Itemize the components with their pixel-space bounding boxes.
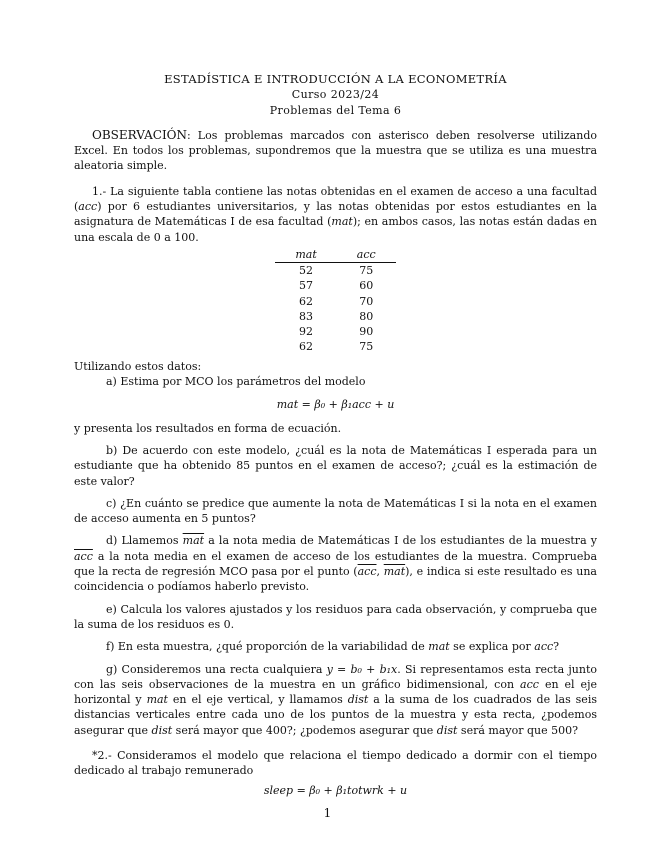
- problem-1-intro: 1.- La siguiente tabla contiene las notas obtenidas en el examen de acceso a una facultad (acc) por 6 estudiantes universitarios, y las notas obtenidas por estos estudiantes en la asignatura de Matemáticas I de esa facultad (mat); en ambos casos, las notas están dadas en una escala de 0 a 100.: [74, 184, 597, 244]
- table-row: 92 90: [299, 325, 374, 339]
- table-header-row: [275, 248, 395, 263]
- column-header-acc: acc: [337, 248, 396, 263]
- document-title: ESTADÍSTICA E INTRODUCCIÓN A LA ECONOMETRÍA: [164, 72, 507, 86]
- problem-2-intro: *2.- Consideramos el modelo que relaciona el tiempo dedicado a dormir con el tiempo dedicado al trabajo remunerado: [74, 748, 597, 778]
- page-number: 1: [323, 806, 332, 820]
- item-f: f) En esta muestra, ¿qué proporción de la variabilidad de mat se explica por acc?: [106, 640, 560, 654]
- document-page: [74, 68, 597, 806]
- item-g: g) Consideremos una recta cualquiera y = b₀ + b₁x. Si representamos esta recta junto con las seis observaciones de la muestra en un gráfico bidimensional, con acc en el eje horizontal y mat en el eje vertical, y llamamos dist a la suma de los cuadrados de las seis distancias verticales entre cada uno de los puntos de la muestra y esta recta, ¿podemos asegurar que dist será mayor que 400?; ¿podemos asegurar que dist será mayor que 500?: [74, 662, 597, 737]
- document-subtitle: Problemas del Tema 6: [269, 103, 402, 117]
- observation-label: OBSERVACIÓN: [92, 127, 188, 142]
- observation-text: : Los problemas marcados con asterisco deben resolverse utilizando Excel. En todos los problemas, supondremos que la muestra que se utiliza es una muestra aleatoria simple.: [74, 128, 597, 173]
- scores-table: [275, 248, 395, 355]
- item-a-after: y presenta los resultados en forma de ecuación.: [74, 421, 342, 435]
- using-data-line: Utilizando estos datos:: [74, 359, 202, 373]
- table-row: 52 75: [299, 263, 374, 277]
- table-row: 62 70: [299, 294, 374, 308]
- column-header-mat: mat: [275, 248, 336, 263]
- item-b: b) De acuerdo con este modelo, ¿cuál es la nota de Matemáticas I esperada para un estudiante que ha obtenido 85 puntos en el examen de acceso?; ¿cuál es la estimación de este valor?: [74, 443, 597, 488]
- table-row: 83 80: [299, 309, 374, 323]
- item-e: e) Calcula los valores ajustados y los residuos para cada observación, y comprueba que la suma de los residuos es 0.: [74, 602, 597, 631]
- model-equation-2: sleep = β₀ + β₁totwrk + u: [263, 783, 408, 797]
- table-row: 62 75: [299, 340, 374, 354]
- table-row: 57 60: [299, 279, 374, 293]
- item-d: d) Llamemos $\overline{mat}$ a la nota media de Matemáticas I de los estudiantes de la muestra y $\overline{acc}$ a la nota media en el examen de acceso de los estudiantes de la muestra. Comprueba que la recta de regresión MCO pasa por el punto ($\overline{acc}$, $\overline{mat}$), e indica si este resultado es una coincidencia o podíamos haberlo previsto.: [74, 534, 597, 594]
- course-label: Curso 2023/24: [291, 88, 380, 102]
- model-equation-1: mat = β₀ + β₁acc + u: [276, 398, 395, 412]
- item-c: c) ¿En cuánto se predice que aumente la nota de Matemáticas I si la nota en el examen de acceso aumenta en 5 puntos?: [74, 496, 597, 526]
- observation-paragraph: [74, 128, 597, 174]
- item-a: a) Estima por MCO los parámetros del modelo: [106, 375, 366, 389]
